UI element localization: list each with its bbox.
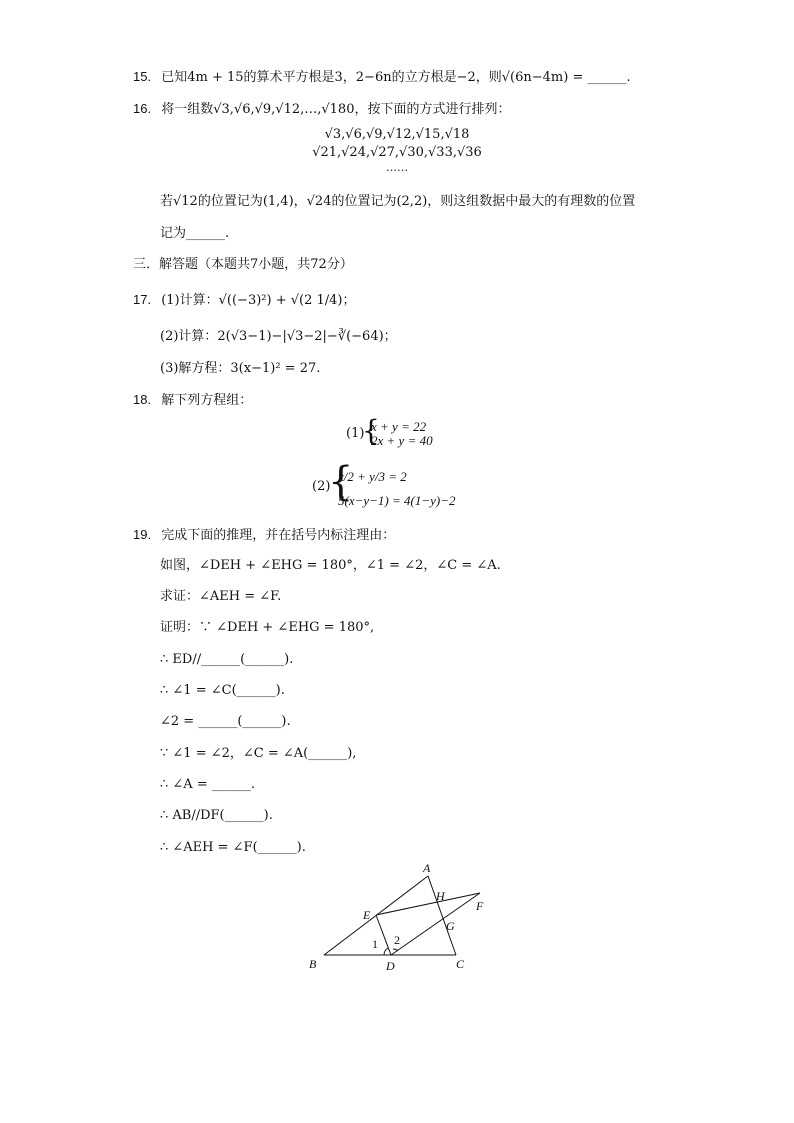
geometry-figure	[300, 858, 500, 978]
question-number: 15.	[133, 69, 152, 84]
proof-step: ∴ ∠AEH = ∠F(______).	[160, 840, 306, 855]
equation: x + y = 22	[371, 419, 427, 434]
equation: x/2 + y/3 = 2	[338, 469, 407, 484]
label-b: B	[309, 957, 317, 971]
question-18	[133, 391, 252, 410]
label-c: C	[456, 957, 465, 971]
arrangement-row-1: √3,√6,√9,√12,√15,√18	[324, 127, 470, 142]
question-text: 若√12的位置记为(1,4)，√24的位置记为(2,2)，则这组数据中最大的有理数的位置	[160, 194, 636, 209]
system-brace: {	[328, 459, 354, 505]
question-part: (2)计算：2(√3−1)−|√3−2|−∛(−64)；	[160, 329, 397, 344]
angle-2-arc	[393, 949, 398, 951]
question-text: 已知4m + 15的算术平方根是3，2−6n的立方根是−2，则√(6n−4m) = ______.	[161, 70, 631, 85]
label-2: 2	[394, 933, 400, 947]
system-label: (2)	[312, 479, 331, 494]
prove-statement: 求证：∠AEH = ∠F.	[160, 589, 282, 604]
angle-1-arc	[384, 948, 388, 955]
question-number: 16.	[133, 101, 152, 116]
label-f: F	[476, 899, 484, 913]
equation: 2x + y = 40	[371, 433, 433, 448]
system-brace: {	[362, 414, 380, 447]
label-a: A	[423, 861, 431, 875]
question-part: (3)解方程：3(x−1)² = 27.	[160, 361, 321, 376]
given-statement: 如图，∠DEH + ∠EHG = 180°，∠1 = ∠2，∠C = ∠A.	[160, 558, 501, 573]
label-1: 1	[372, 937, 378, 951]
question-16	[133, 100, 510, 119]
question-part: (1)计算：√((−3)²) + √(2 1/4)；	[161, 293, 356, 308]
question-17	[133, 291, 356, 310]
equation: 5(x−y−1) = 4(1−y)−2	[338, 493, 456, 508]
segment-ed	[376, 915, 391, 955]
label-d: D	[386, 959, 395, 973]
arrangement-dots: ……	[386, 161, 408, 174]
question-number: 19.	[133, 527, 152, 542]
question-15	[133, 68, 631, 87]
proof-step: ∴ ∠1 = ∠C(______).	[160, 683, 285, 698]
section-title: 三．解答题（本题共7小题，共72分）	[133, 257, 353, 272]
label-e: E	[363, 908, 371, 922]
question-19	[133, 526, 395, 545]
label-g: G	[446, 919, 455, 933]
proof-step: ∠2 = ______(______).	[160, 714, 291, 729]
segment-ac	[428, 876, 456, 955]
proof-step: ∴ AB//DF(______).	[160, 808, 273, 823]
proof-step: 证明：∵ ∠DEH + ∠EHG = 180°,	[160, 620, 375, 635]
proof-step: ∴ ∠A = ______.	[160, 777, 255, 792]
question-number: 17.	[133, 292, 152, 307]
question-text: 完成下面的推理，并在括号内标注理由：	[161, 528, 396, 543]
arrangement-row-2: √21,√24,√27,√30,√33,√36	[312, 145, 482, 160]
question-text: 解下列方程组：	[161, 393, 253, 408]
question-number: 18.	[133, 392, 152, 407]
proof-step: ∴ ED//______(______).	[160, 652, 294, 667]
question-text: 记为______.	[160, 226, 230, 241]
system-label: (1)	[346, 426, 365, 441]
proof-step: ∵ ∠1 = ∠2，∠C = ∠A(______),	[160, 746, 357, 761]
label-h: H	[436, 889, 445, 903]
question-text: 将一组数√3,√6,√9,√12,…,√180，按下面的方式进行排列：	[161, 102, 511, 117]
